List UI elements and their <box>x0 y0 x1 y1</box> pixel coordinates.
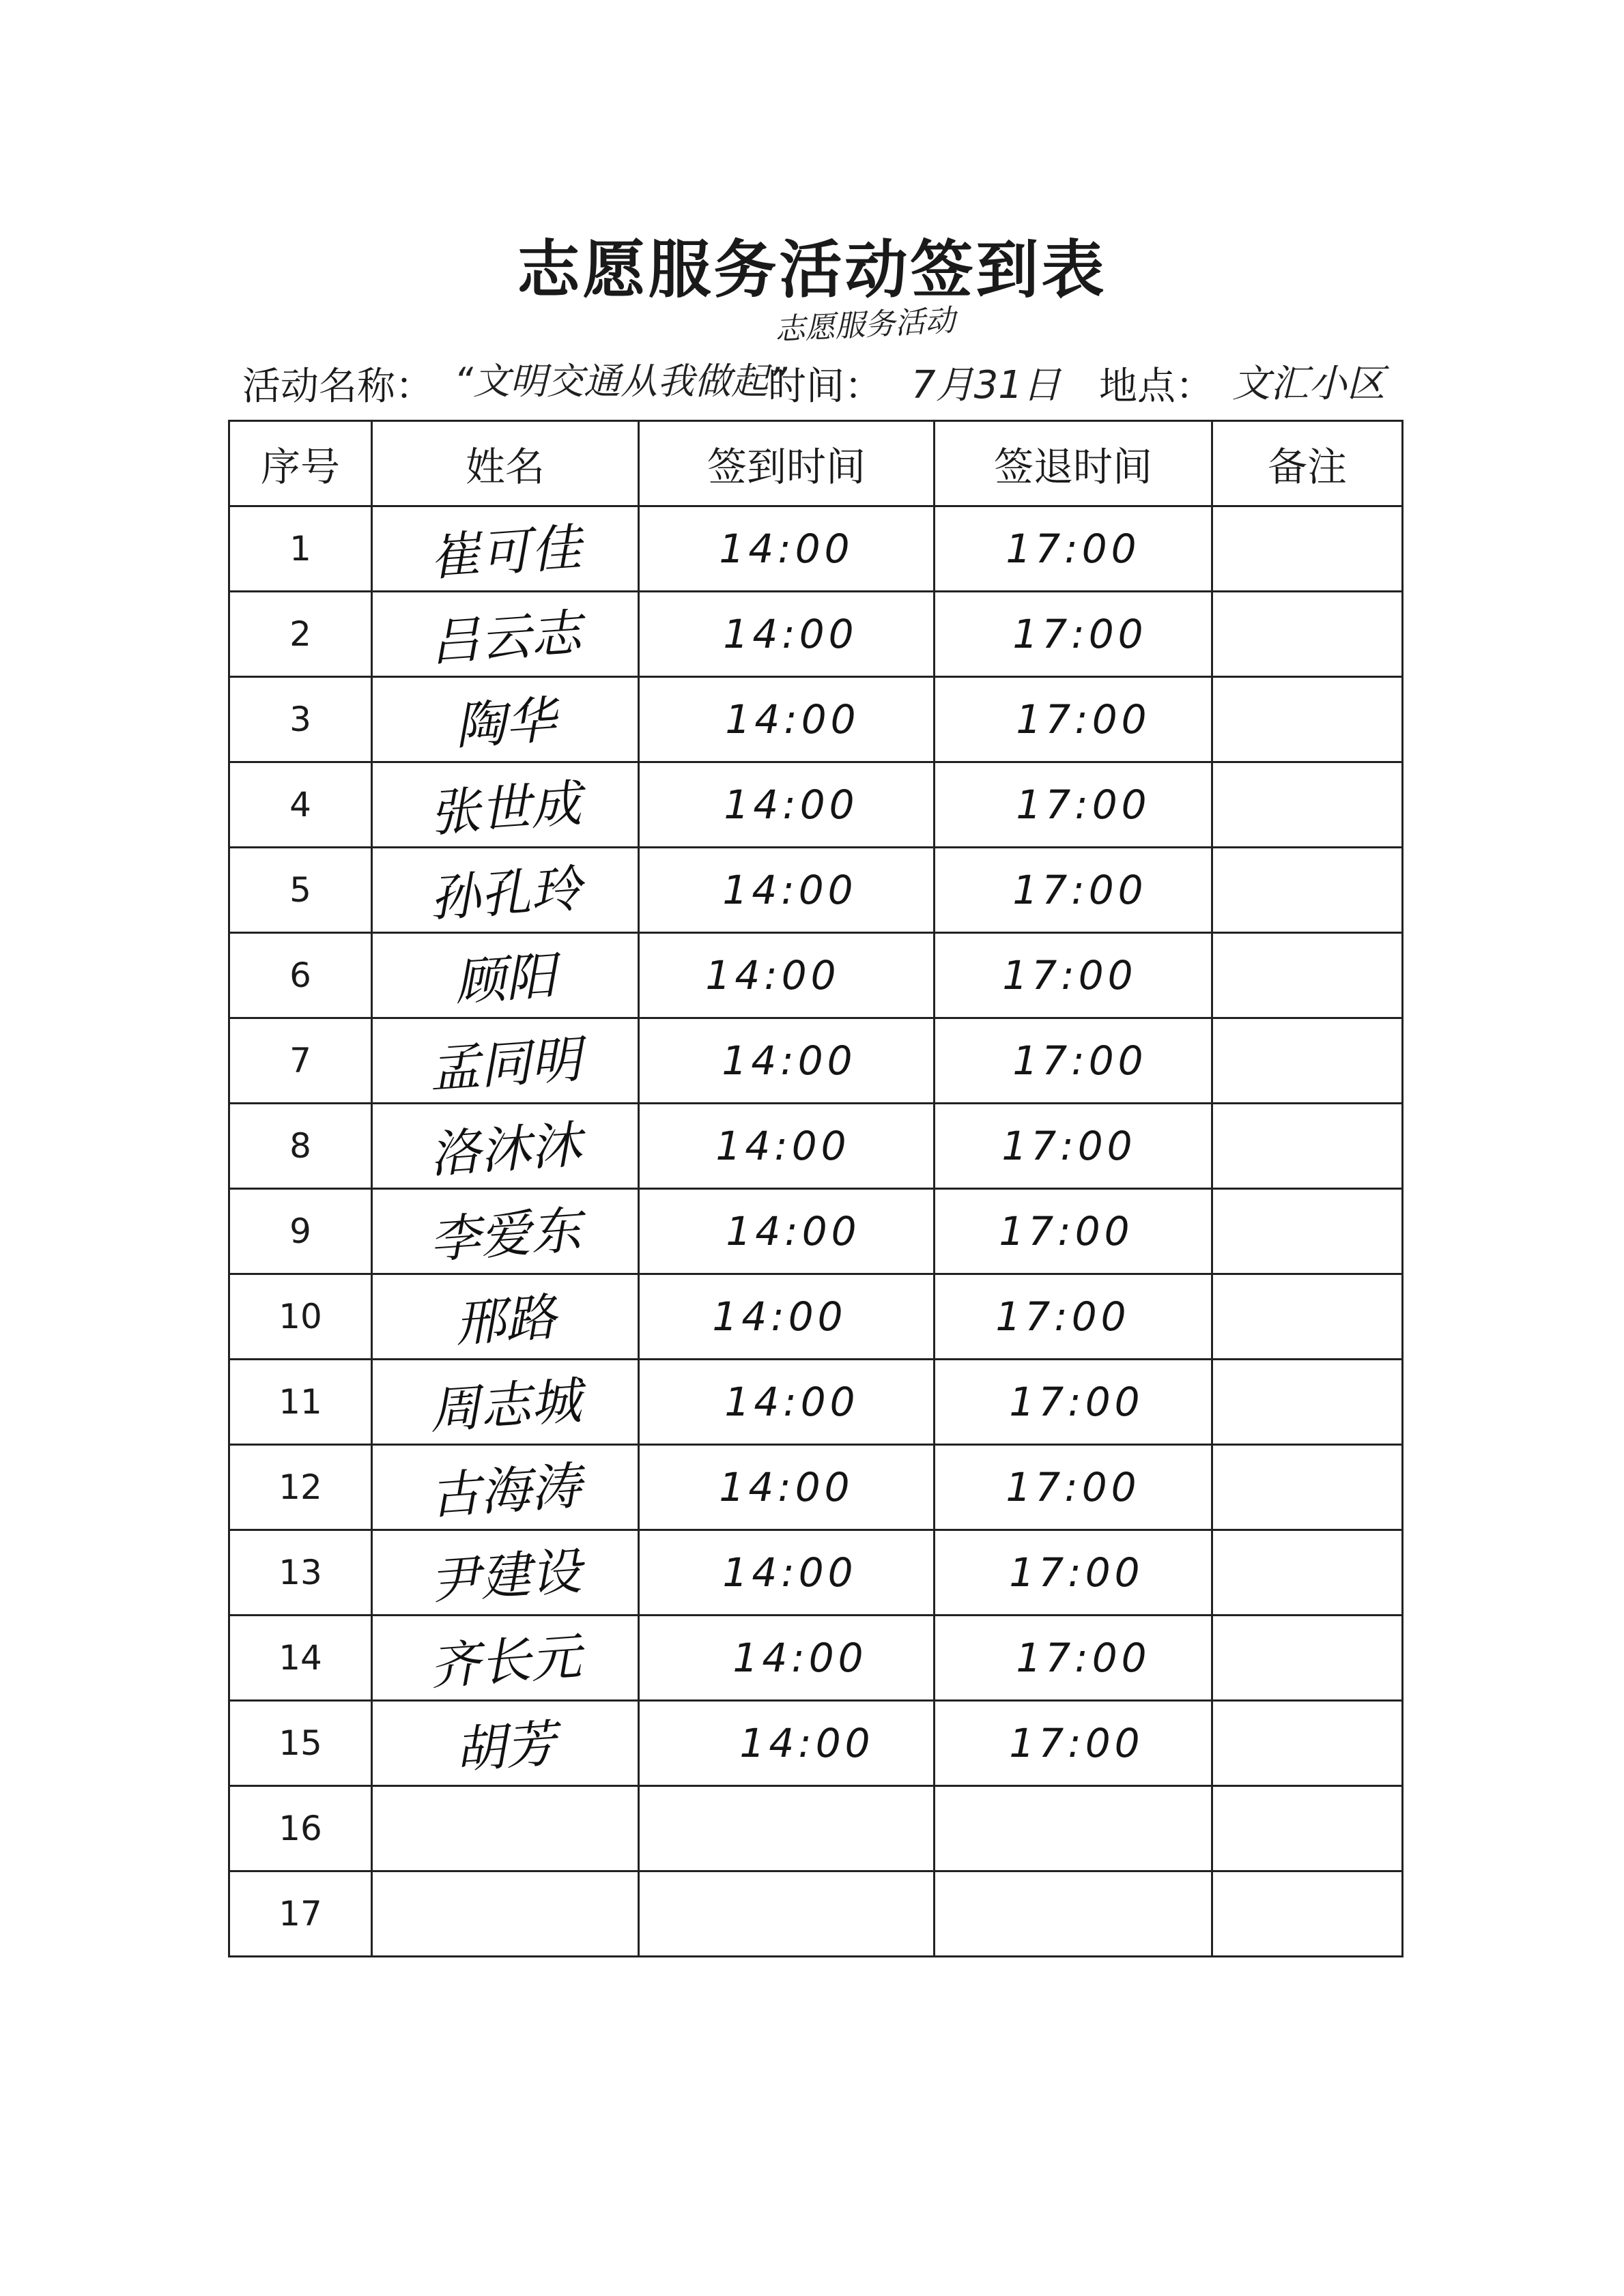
row-name <box>372 1018 639 1104</box>
row-sign-in <box>639 1104 935 1189</box>
row-sign-in-text: 14:00 <box>719 526 854 572</box>
row-sign-in <box>639 1018 935 1104</box>
activity-place-value: 文汇小区 <box>1232 362 1385 406</box>
row-no: 8 <box>229 1104 372 1189</box>
row-name-text: 陶华 <box>453 690 558 757</box>
row-no: 10 <box>229 1274 372 1360</box>
row-sign-out-text: 17:00 <box>1016 696 1151 743</box>
row-sign-in-text: 14:00 <box>723 611 858 657</box>
row-name <box>372 1786 639 1871</box>
row-name-text: 齐长元 <box>427 1627 584 1697</box>
row-sign-in <box>639 933 935 1018</box>
row-no: 2 <box>229 592 372 677</box>
row-name-text: 顾阳 <box>453 946 558 1013</box>
row-sign-in-text: 14:00 <box>722 1549 857 1596</box>
row-sign-in-text: 14:00 <box>722 867 857 913</box>
row-name <box>372 1189 639 1274</box>
row-name-text: 周志城 <box>427 1371 584 1441</box>
row-no: 6 <box>229 933 372 1018</box>
row-sign-in-text: 14:00 <box>726 1208 861 1254</box>
table-row <box>229 1189 1403 1274</box>
row-sign-out-text: 17:00 <box>1012 611 1148 657</box>
table-row <box>229 592 1403 677</box>
row-sign-in <box>639 592 935 677</box>
row-sign-out-text: 17:00 <box>995 1293 1130 1340</box>
row-name-text: 古海涛 <box>427 1456 584 1526</box>
row-no: 1 <box>229 506 372 592</box>
activity-place-label: 地点： <box>1099 364 1214 409</box>
row-no: 11 <box>229 1360 372 1445</box>
row-sign-in <box>639 1360 935 1445</box>
row-name <box>372 1445 639 1530</box>
row-note <box>1212 1360 1403 1445</box>
row-sign-out-text: 17:00 <box>1009 1379 1144 1425</box>
row-sign-out-text: 17:00 <box>1016 1635 1151 1681</box>
row-note <box>1212 848 1403 933</box>
row-sign-in-text: 14:00 <box>732 1635 868 1681</box>
page-title: 志愿服务活动签到表 <box>517 233 1107 306</box>
row-no: 5 <box>229 848 372 933</box>
table-row <box>229 1018 1403 1104</box>
row-sign-in <box>639 506 935 592</box>
row-sign-in <box>639 1786 935 1871</box>
row-name <box>372 1530 639 1616</box>
row-sign-in-text: 14:00 <box>715 1123 851 1169</box>
row-sign-in <box>639 1530 935 1616</box>
row-name-text: 吕云志 <box>427 603 584 673</box>
row-sign-in-text: 14:00 <box>724 781 859 828</box>
handwritten-annotation: 志愿服务活动 <box>774 303 956 347</box>
row-name-text: 孟同明 <box>427 1030 584 1100</box>
row-sign-in <box>639 762 935 848</box>
row-name <box>372 1274 639 1360</box>
row-note <box>1212 933 1403 1018</box>
row-name-text: 尹建设 <box>427 1542 584 1611</box>
activity-time-value: 7月31日 <box>911 363 1061 407</box>
table-row <box>229 1786 1403 1871</box>
row-name <box>372 1104 639 1189</box>
row-note <box>1212 1018 1403 1104</box>
row-sign-in-text: 14:00 <box>724 1379 859 1425</box>
row-note <box>1212 1189 1403 1274</box>
row-sign-in <box>639 1189 935 1274</box>
row-sign-out <box>935 1104 1212 1189</box>
row-no: 16 <box>229 1786 372 1871</box>
row-name <box>372 506 639 592</box>
table-header-row <box>229 421 1403 506</box>
row-name-text: 李爱东 <box>427 1201 584 1270</box>
table-row <box>229 933 1403 1018</box>
row-sign-in <box>639 1701 935 1786</box>
row-sign-out <box>935 1530 1212 1616</box>
row-no: 9 <box>229 1189 372 1274</box>
table-row <box>229 1274 1403 1360</box>
row-name <box>372 1871 639 1957</box>
table-row <box>229 1616 1403 1701</box>
row-sign-out-text: 17:00 <box>1002 952 1137 999</box>
row-name-text: 邢路 <box>453 1287 558 1354</box>
row-name <box>372 1360 639 1445</box>
row-sign-out <box>935 1360 1212 1445</box>
row-sign-in-text: 14:00 <box>705 952 840 999</box>
header-sign-in: 签到时间 <box>639 421 935 506</box>
row-sign-out-text: 17:00 <box>1012 1037 1148 1084</box>
row-sign-out <box>935 848 1212 933</box>
row-note <box>1212 1104 1403 1189</box>
row-sign-out-text: 17:00 <box>1009 1720 1144 1766</box>
table-row <box>229 506 1403 592</box>
activity-time-label: 时间： <box>768 364 883 409</box>
header-sign-out: 签退时间 <box>935 421 1212 506</box>
row-note <box>1212 1701 1403 1786</box>
row-note <box>1212 1616 1403 1701</box>
row-name <box>372 933 639 1018</box>
row-sign-out-text: 17:00 <box>999 1208 1134 1254</box>
row-no: 13 <box>229 1530 372 1616</box>
row-note <box>1212 1871 1403 1957</box>
row-sign-in <box>639 848 935 933</box>
row-sign-in-text: 14:00 <box>719 1464 854 1510</box>
row-sign-out <box>935 762 1212 848</box>
row-sign-in <box>639 1616 935 1701</box>
row-sign-out <box>935 1445 1212 1530</box>
row-name <box>372 592 639 677</box>
header-name: 姓名 <box>372 421 639 506</box>
row-name <box>372 1616 639 1701</box>
row-note <box>1212 677 1403 762</box>
row-note <box>1212 1445 1403 1530</box>
row-sign-out-text: 17:00 <box>1012 867 1148 913</box>
row-name-text: 崔可佳 <box>427 518 584 588</box>
row-sign-in-text: 14:00 <box>712 1293 847 1340</box>
row-no: 17 <box>229 1871 372 1957</box>
row-name <box>372 762 639 848</box>
table-body <box>229 506 1403 1957</box>
table-row <box>229 762 1403 848</box>
activity-name-value: “文明交通从我做起” <box>454 360 787 403</box>
header-no: 序号 <box>229 421 372 506</box>
row-sign-in-text: 14:00 <box>722 1037 857 1084</box>
row-no: 14 <box>229 1616 372 1701</box>
row-sign-out <box>935 1786 1212 1871</box>
row-sign-out <box>935 506 1212 592</box>
row-sign-out <box>935 592 1212 677</box>
row-sign-in <box>639 1445 935 1530</box>
row-sign-out-text: 17:00 <box>1001 1123 1137 1169</box>
table-row <box>229 1104 1403 1189</box>
row-sign-out <box>935 933 1212 1018</box>
row-note <box>1212 1274 1403 1360</box>
row-name-text: 洛沐沐 <box>427 1115 584 1185</box>
row-name-text: 孙孔玲 <box>427 859 584 929</box>
row-no: 12 <box>229 1445 372 1530</box>
row-sign-out <box>935 1616 1212 1701</box>
table-row <box>229 1445 1403 1530</box>
row-name <box>372 1701 639 1786</box>
row-sign-out <box>935 1274 1212 1360</box>
row-note <box>1212 1786 1403 1871</box>
row-note <box>1212 592 1403 677</box>
table-row <box>229 1360 1403 1445</box>
row-note <box>1212 1530 1403 1616</box>
row-sign-in <box>639 1274 935 1360</box>
row-sign-out <box>935 1189 1212 1274</box>
row-sign-out-text: 17:00 <box>1016 781 1151 828</box>
row-sign-in-text: 14:00 <box>739 1720 874 1766</box>
row-sign-out-text: 17:00 <box>1006 526 1141 572</box>
row-no: 3 <box>229 677 372 762</box>
activity-info-line <box>242 349 1403 411</box>
row-note <box>1212 506 1403 592</box>
row-sign-in <box>639 677 935 762</box>
row-name <box>372 677 639 762</box>
table-row <box>229 677 1403 762</box>
table-row <box>229 1871 1403 1957</box>
sign-in-table <box>228 420 1404 1957</box>
row-no: 7 <box>229 1018 372 1104</box>
row-name <box>372 848 639 933</box>
table-row <box>229 848 1403 933</box>
table-row <box>229 1701 1403 1786</box>
row-no: 4 <box>229 762 372 848</box>
header-note: 备注 <box>1212 421 1403 506</box>
row-name-text: 张世成 <box>427 774 584 844</box>
table-row <box>229 1530 1403 1616</box>
row-sign-out-text: 17:00 <box>1006 1464 1141 1510</box>
row-name-text: 胡芳 <box>453 1714 558 1781</box>
row-sign-out-text: 17:00 <box>1009 1549 1144 1596</box>
row-sign-out <box>935 677 1212 762</box>
row-sign-out <box>935 1871 1212 1957</box>
activity-name-label: 活动名称： <box>242 364 433 409</box>
row-no: 15 <box>229 1701 372 1786</box>
row-sign-in-text: 14:00 <box>725 696 860 743</box>
row-sign-out <box>935 1701 1212 1786</box>
row-sign-in <box>639 1871 935 1957</box>
row-sign-out <box>935 1018 1212 1104</box>
row-note <box>1212 762 1403 848</box>
